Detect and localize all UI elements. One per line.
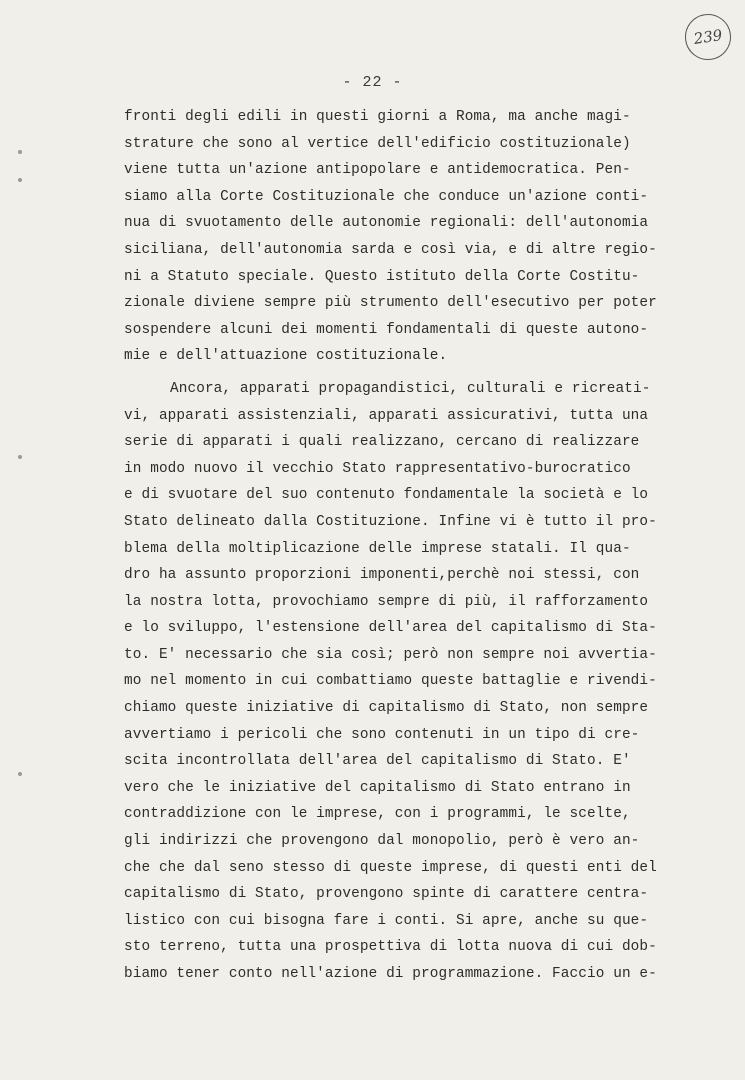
text-line: ni a Statuto speciale. Questo istituto della Corte Costitu- <box>124 268 640 285</box>
text-line: siamo alla Corte Costituzionale che conduce un'azione conti- <box>124 188 649 205</box>
text-line: e di svuotare del suo contenuto fondamentale la società e lo <box>124 487 649 504</box>
page-number: - 22 - <box>342 74 403 91</box>
text-line: che che dal seno stesso di queste imprese, di questi enti del <box>124 859 657 876</box>
text-line: contraddizione con le imprese, con i programmi, le scelte, <box>124 806 631 823</box>
text-line: gli indirizzi che provengono dal monopolio, però è vero an- <box>124 833 640 850</box>
margin-mark <box>18 178 22 182</box>
text-line: serie di apparati i quali realizzano, cercano di realizzare <box>124 434 640 451</box>
text-line: blema della moltiplicazione delle imprese statali. Il qua- <box>124 540 631 557</box>
text-line: mo nel momento in cui combattiamo queste battaglie e rivendi- <box>124 673 657 690</box>
text-line: viene tutta un'azione antipopolare e antidemocratica. Pen- <box>124 162 631 179</box>
margin-mark <box>18 150 22 154</box>
text-line: e lo sviluppo, l'estensione dell'area del capitalismo di Sta- <box>124 620 657 637</box>
text-line: fronti degli edili in questi giorni a Roma, ma anche magi- <box>124 109 631 125</box>
text-line: dro ha assunto proporzioni imponenti,perchè noi stessi, con <box>124 567 640 584</box>
text-line: Ancora, apparati propagandistici, culturali e ricreati- <box>170 380 651 397</box>
margin-mark <box>18 455 22 459</box>
text-line: strature che sono al vertice dell'edificio costituzionale) <box>124 135 631 152</box>
text-line: chiamo queste iniziative di capitalismo di Stato, non sempre <box>124 700 649 717</box>
archive-number-stamp: 239 <box>682 11 734 63</box>
paragraph <box>124 376 684 988</box>
text-line: avvertiamo i pericoli che sono contenuti in un tipo di cre- <box>124 726 640 743</box>
text-line: mie e dell'attuazione costituzionale. <box>124 348 448 365</box>
text-line: siciliana, dell'autonomia sarda e così via, e di altre regio- <box>124 241 657 258</box>
body-text <box>124 104 684 988</box>
text-line: zionale diviene sempre più strumento dell'esecutivo per poter <box>124 295 657 312</box>
text-line: listico con cui bisogna fare i conti. Si apre, anche su que- <box>124 912 649 929</box>
text-line: capitalismo di Stato, provengono spinte di carattere centra- <box>124 886 649 903</box>
text-line: to. E' necessario che sia così; però non sempre noi avvertia- <box>124 646 657 663</box>
text-line: in modo nuovo il vecchio Stato rappresentativo-burocratico <box>124 460 631 477</box>
text-line: sto terreno, tutta una prospettiva di lotta nuova di cui dob- <box>124 939 657 956</box>
margin-mark <box>18 772 22 776</box>
text-line: scita incontrollata dell'area del capitalismo di Stato. E' <box>124 753 631 770</box>
text-line: biamo tener conto nell'azione di programmazione. Faccio un e- <box>124 966 657 982</box>
text-line: nua di svuotamento delle autonomie regionali: dell'autonomia <box>124 215 649 232</box>
text-line: sospendere alcuni dei momenti fondamentali di queste autono- <box>124 321 649 338</box>
text-line: Stato delineato dalla Costituzione. Infine vi è tutto il pro- <box>124 513 657 530</box>
paragraph <box>124 104 684 370</box>
text-line: vi, apparati assistenziali, apparati assicurativi, tutta una <box>124 407 649 424</box>
text-line: la nostra lotta, provochiamo sempre di più, il rafforzamento <box>124 593 649 610</box>
text-line: vero che le iniziative del capitalismo di Stato entrano in <box>124 779 631 796</box>
